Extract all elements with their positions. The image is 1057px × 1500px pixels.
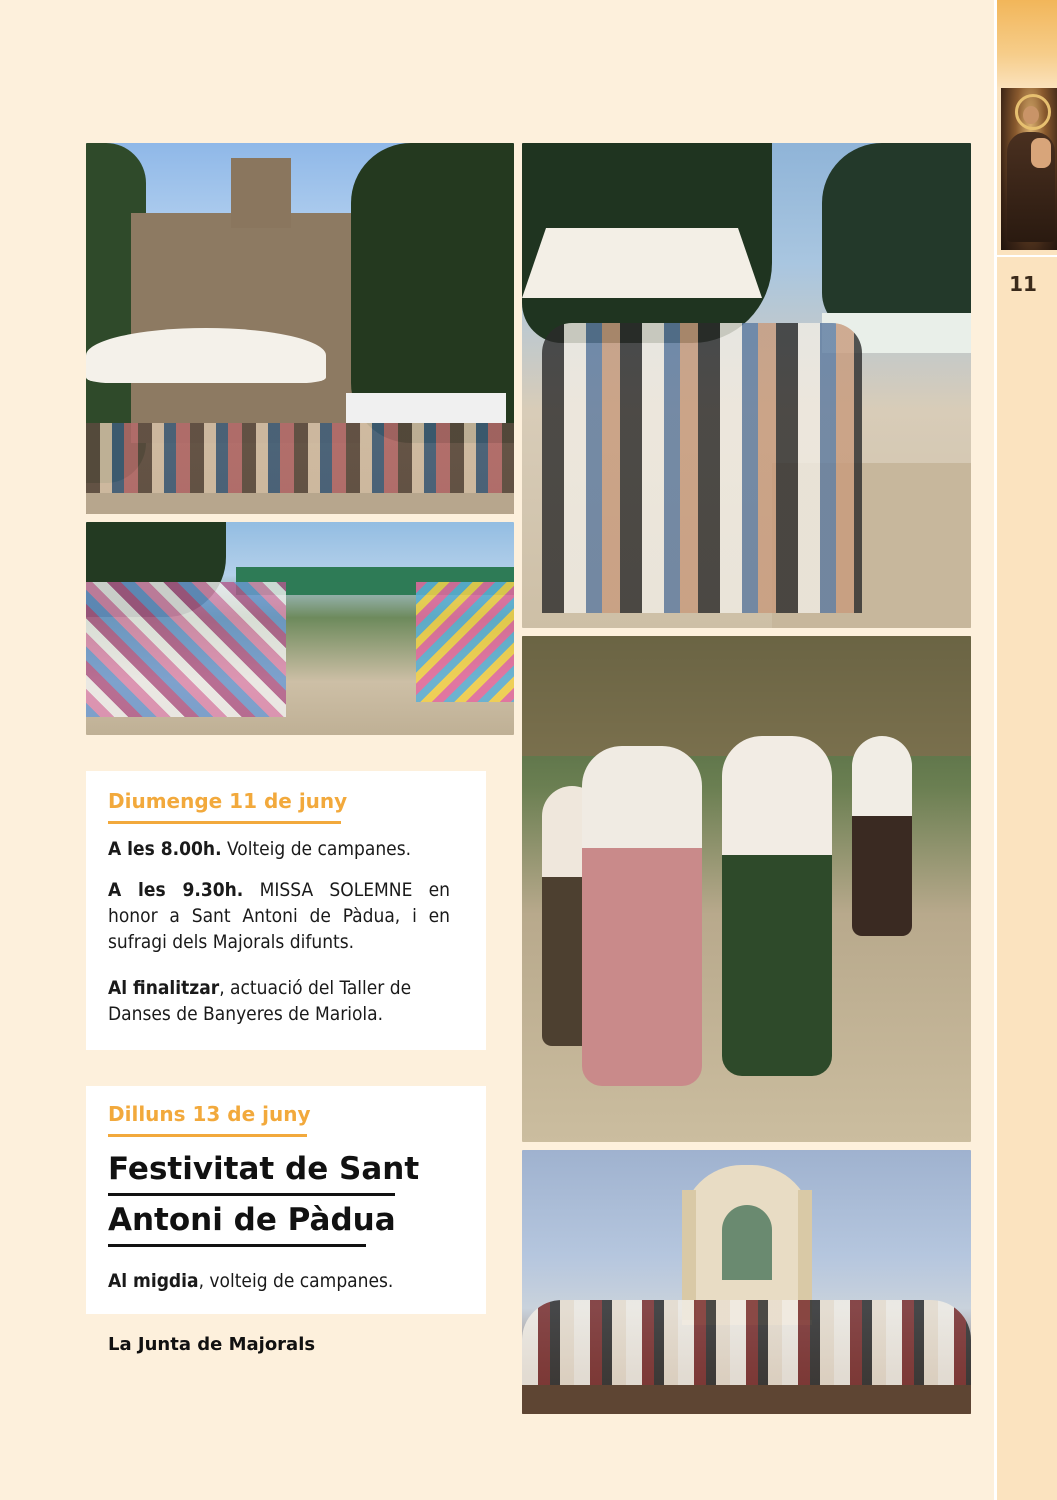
sunday-item-dance	[108, 975, 450, 1027]
monday-item-bells-text: , volteig de campanes.	[198, 1270, 394, 1292]
page-number: 11	[1009, 272, 1037, 296]
sunday-heading: Diumenge 11 de juny	[108, 789, 348, 813]
monday-heading: Dilluns 13 de juny	[108, 1102, 311, 1126]
sunday-item-bells	[108, 836, 450, 862]
market-stalls-photo	[522, 143, 971, 628]
photo-goods	[416, 582, 514, 702]
photo-bell-tower	[231, 158, 291, 228]
monday-heading-underline	[108, 1134, 307, 1137]
photo-niche	[722, 1205, 772, 1280]
photo-awning	[346, 393, 506, 423]
photo-chapel-wall	[131, 213, 361, 443]
sunday-item-bells-time: A les 8.00h.	[108, 838, 222, 860]
feast-title-line2-underline	[108, 1244, 366, 1247]
photo-crowd	[542, 323, 862, 613]
monday-item-bells-lead: Al migdia	[108, 1270, 199, 1292]
photo-tree	[822, 143, 971, 333]
signature: La Junta de Majorals	[108, 1334, 316, 1355]
sunday-item-dance-text: , actuació del Taller de Danses de Banyeres de Mariola.	[108, 977, 412, 1025]
feast-title-line2: Antoni de Pàdua	[108, 1202, 396, 1238]
chapel-market-photo	[86, 143, 514, 514]
photo-group	[522, 1300, 971, 1390]
market-canopy-photo	[86, 522, 514, 735]
saint-child	[1031, 138, 1051, 168]
side-divider	[997, 255, 1057, 257]
monday-program-box	[86, 1086, 486, 1314]
photo-dancer	[582, 746, 702, 1086]
saint-image	[1001, 88, 1057, 250]
photo-goods	[86, 582, 286, 717]
photo-pews	[522, 1385, 971, 1414]
saint-face	[1023, 106, 1039, 124]
photo-umbrella	[86, 328, 326, 383]
side-band-gradient	[997, 0, 1057, 90]
sunday-item-mass-time: A les 9.30h.	[108, 879, 244, 901]
feast-title-line1: Festivitat de Sant	[108, 1151, 420, 1187]
church-interior-photo	[522, 1150, 971, 1414]
sunday-item-mass	[108, 877, 450, 955]
photo-dancer	[722, 736, 832, 1076]
folk-dance-photo	[522, 636, 971, 1142]
side-band	[994, 0, 1057, 1500]
feast-title-line1-underline	[108, 1193, 395, 1196]
sunday-item-bells-text: Volteig de campanes.	[221, 838, 412, 860]
photo-dancer	[852, 736, 912, 936]
monday-item-bells	[108, 1268, 450, 1294]
photo-ground	[86, 493, 514, 514]
sunday-item-mass-text: MISSA SOLEMNE en honor a Sant Antoni de Pàdua, i en sufragi dels Majorals difunts.	[108, 879, 451, 953]
photo-tent	[522, 228, 762, 298]
sunday-program-box	[86, 771, 486, 1050]
sunday-item-dance-lead: Al finalitzar	[108, 977, 220, 999]
sunday-heading-underline	[108, 821, 341, 824]
